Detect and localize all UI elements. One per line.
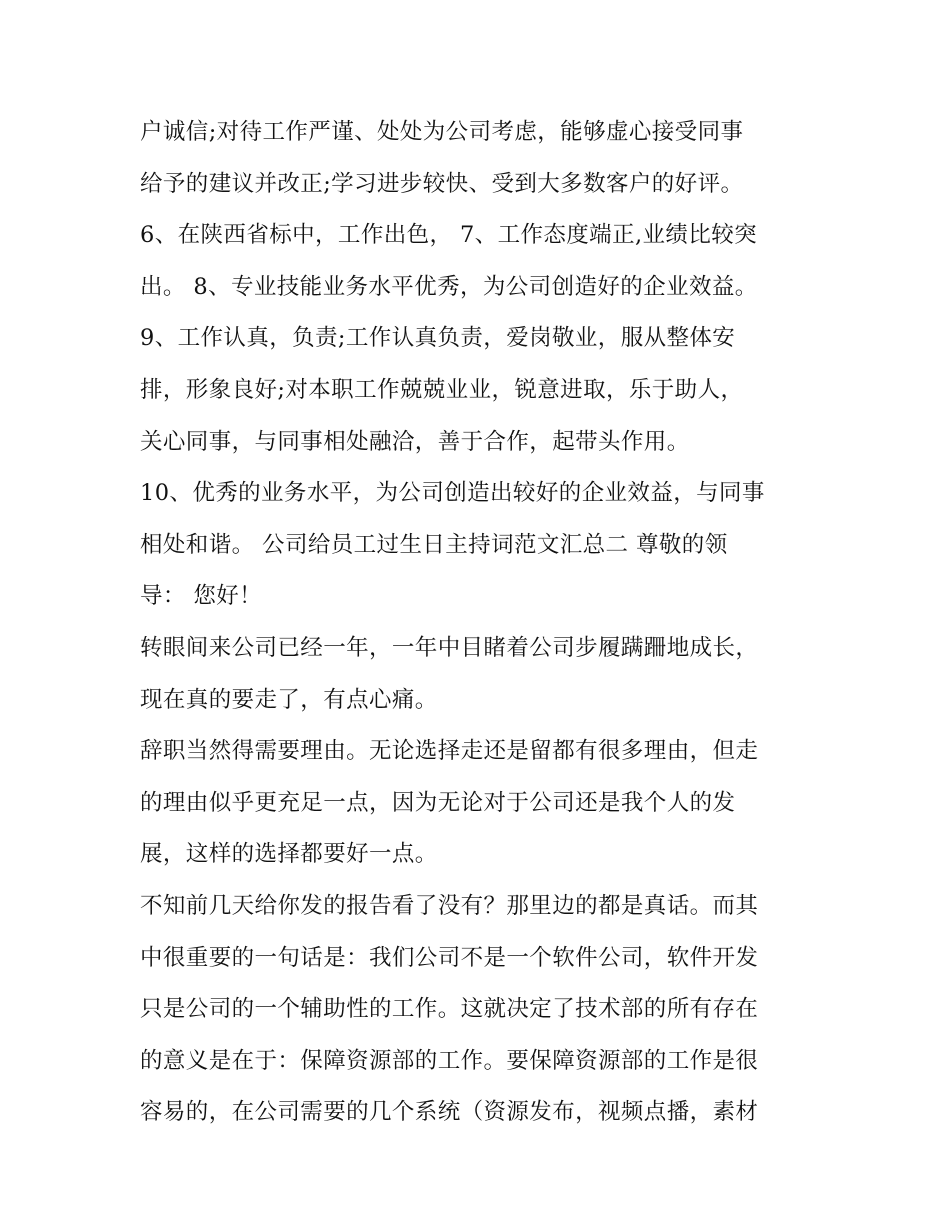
text-line: 户诚信;对待工作严谨、处处为公司考虑，能够虚心接受同事 [140, 119, 744, 145]
text-line: 导： 您好！ [140, 583, 263, 610]
text-line: 排，形象良好;对本职工作兢兢业业，锐意进取，乐于助人， [140, 376, 744, 403]
text-line: 只是公司的一个辅助性的工作。这就决定了技术部的所有存在 [140, 996, 759, 1023]
text-line: 转眼间来公司已经一年，一年中目睹着公司步履蹒跚地成长， [140, 634, 759, 661]
text-line: 中很重要的一句话是：我们公司不是一个软件公司，软件开发 [140, 944, 759, 971]
text-line: 给予的建议并改正;学习进步较快、受到大多数客户的好评。 [140, 170, 744, 197]
text-line: 出。 8、专业技能业务水平优秀，为公司创造好的企业效益。 [140, 273, 758, 300]
text-line: 展，这样的选择都要好一点。 [140, 841, 438, 868]
text-line: 9、工作认真，负责;工作认真负责，爱岗敬业，服从整体安 [140, 325, 736, 352]
text-line: 现在真的要走了，有点心痛。 [140, 686, 438, 713]
text-line: 相处和谐。 公司给员工过生日主持词范文汇总二 尊敬的领 [140, 531, 728, 558]
document-body [140, 107, 820, 1139]
text-line: 的理由似乎更充足一点，因为无论对于公司还是我个人的发 [140, 789, 736, 816]
text-line: 6、在陕西省标中，工作出色， 7、工作态度端正,业绩比较突 [140, 222, 758, 249]
text-line: 容易的，在公司需要的几个系统（资源发布，视频点播，素材 [140, 1099, 759, 1126]
text-line: 关心同事，与同事相处融洽，善于合作，起带头作用。 [140, 428, 690, 455]
text-line: 不知前几天给你发的报告看了没有？那里边的都是真话。而其 [140, 892, 759, 919]
text-line: 的意义是在于：保障资源部的工作。要保障资源部的工作是很 [140, 1047, 759, 1074]
text-line: 辞职当然得需要理由。无论选择走还是留都有很多理由，但走 [140, 738, 759, 765]
text-line: 10、优秀的业务水平，为公司创造出较好的企业效益，与同事 [140, 480, 765, 507]
